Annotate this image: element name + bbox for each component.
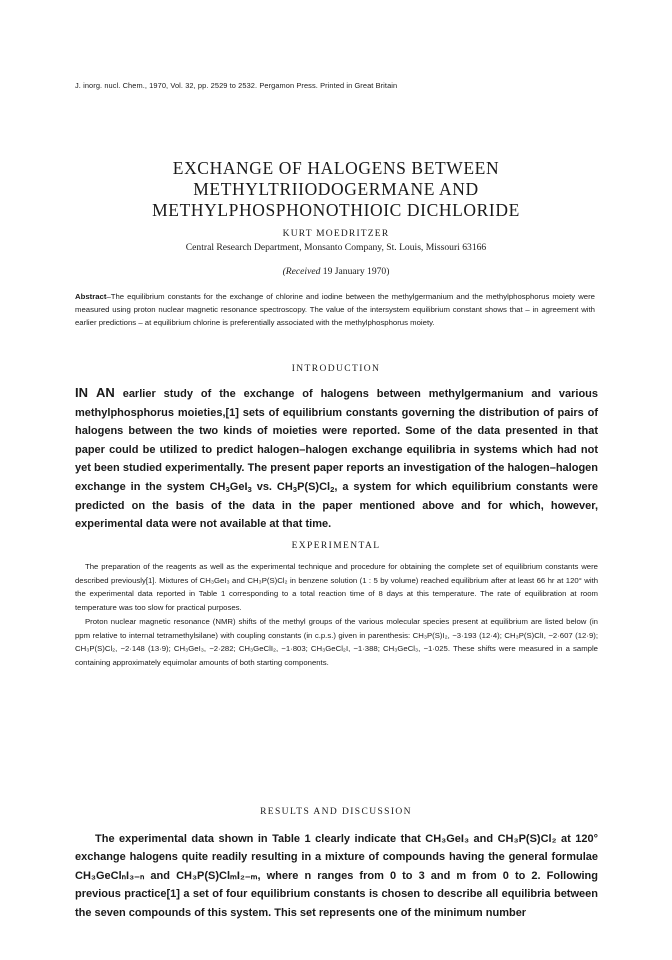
received-day: 19 January (322, 266, 365, 277)
introduction-text: earlier study of the exchange of halogens between methylgermanium and various methylphosphorus moieties,[1] sets of equilibrium constants governing the distribution of pairs of halogens between the two kinds of moieties were reported. Some of the data presented in that paper could be utilized to predict halogen–halogen exchange equilibria in systems which had not yet been studied experimentally. The present paper reports an investigation of the halogen–halogen exchange in the system CH (75, 388, 598, 493)
experimental-paragraph-2: Proton nuclear magnetic resonance (NMR) shifts of the methyl groups of the various molecular species present at equilibrium are listed below (in ppm relative to internal tetramethylsilane) with coupling constants (in c.p.s.) given in parenthesis: CH₃P(S)I₂, −3·193 (12·4); CH₃P(S)ClI, −2·607 (12·9); CH₃P(S)Cl₂, −2·148 (13·9); CH₃GeI₃, −2·282; CH₃GeClI₂, −1·803; CH₃GeCl₂I, −1·388; CH₃GeCl₃, −1·025. These shifts were measured in a sample containing approximately equimolar amounts of both starting components. (75, 616, 598, 667)
introduction-lead: IN AN (75, 385, 115, 400)
introduction-body (75, 384, 598, 534)
article-title (60, 158, 612, 221)
results-paragraph-1: The experimental data shown in Table 1 clearly indicate that CH₃GeI₃ and CH₃P(S)Cl₂ at 120° exchange halogens quite readily resulting in a mixture of compounds having the general formulae CH₃GeClₙI₃₋ₙ and CH₃P(S)ClₘI₂₋ₘ, where n ranges from 0 to 3 and m from 0 to 2. Following previous practice[1] a set of four equilibrium constants is chosen to describe all equilibria between the seven compounds of this system. This set represents one of the minimum number (75, 833, 598, 919)
introduction-text: , a system for which equilibrium constants were predicted on the basis of the data in the paper mentioned above and for which, however, experimental data were not available at that time. (75, 480, 598, 531)
experimental-paragraph-1: The preparation of the reagents as well as the experimental technique and procedure for obtaining the complete set of equilibrium constants were described previously[1]. Mixtures of CH₃GeI₃ and CH₃P(S)Cl₂ in benzene solution (1 : 5 by volume) reached equilibrium after at least 66 hr at 120° with the experimental data reported in Table 1 corresponding to a total reaction time of 8 days at this temperature. The rate of equilibration at room temperature was too slow for practical purposes. (75, 562, 598, 613)
abstract (75, 291, 595, 329)
introduction-text: vs. CH (251, 480, 293, 493)
introduction-text: GeI (229, 480, 248, 493)
section-heading-experimental: EXPERIMENTAL (291, 541, 381, 551)
subscript: 2 (330, 484, 335, 494)
experimental-body (75, 560, 598, 670)
title-line-2: METHYLTRIIODOGERMANE AND (193, 179, 479, 199)
introduction-text: P(S)Cl (297, 480, 331, 493)
section-heading-results: RESULTS AND DISCUSSION (260, 807, 412, 817)
received-prefix: (Received (282, 266, 321, 277)
journal-reference: J. inorg. nucl. Chem., 1970, Vol. 32, pp. 2529 to 2532. Pergamon Press. Printed in Great Britain (75, 81, 398, 90)
abstract-text: –The equilibrium constants for the exchange of chlorine and iodine between the methylgermanium and the methylphosphorus moiety were measured using proton nuclear magnetic resonance spectroscopy. The value of the intersystem equilibrium constant shows that – in agreement with earlier predictions – at equilibrium chlorine is preferentially associated with the methylphosphorus moiety. (75, 292, 595, 327)
results-body (75, 830, 598, 922)
title-line-3: METHYLPHOSPHONOTHIOIC DICHLORIDE (152, 200, 520, 220)
section-heading-introduction: INTRODUCTION (291, 364, 381, 374)
author-affiliation: Central Research Department, Monsanto Company, St. Louis, Missouri 63166 (185, 242, 487, 253)
subscript: 3 (292, 484, 298, 494)
title-line-1: EXCHANGE OF HALOGENS BETWEEN (172, 158, 500, 178)
subscript: 3 (225, 484, 230, 494)
subscript: 3 (247, 484, 252, 494)
abstract-label: Abstract (75, 292, 107, 301)
received-date (60, 266, 612, 277)
received-year: 1970) (367, 266, 390, 277)
author-name: KURT MOEDRITZER (282, 229, 390, 239)
